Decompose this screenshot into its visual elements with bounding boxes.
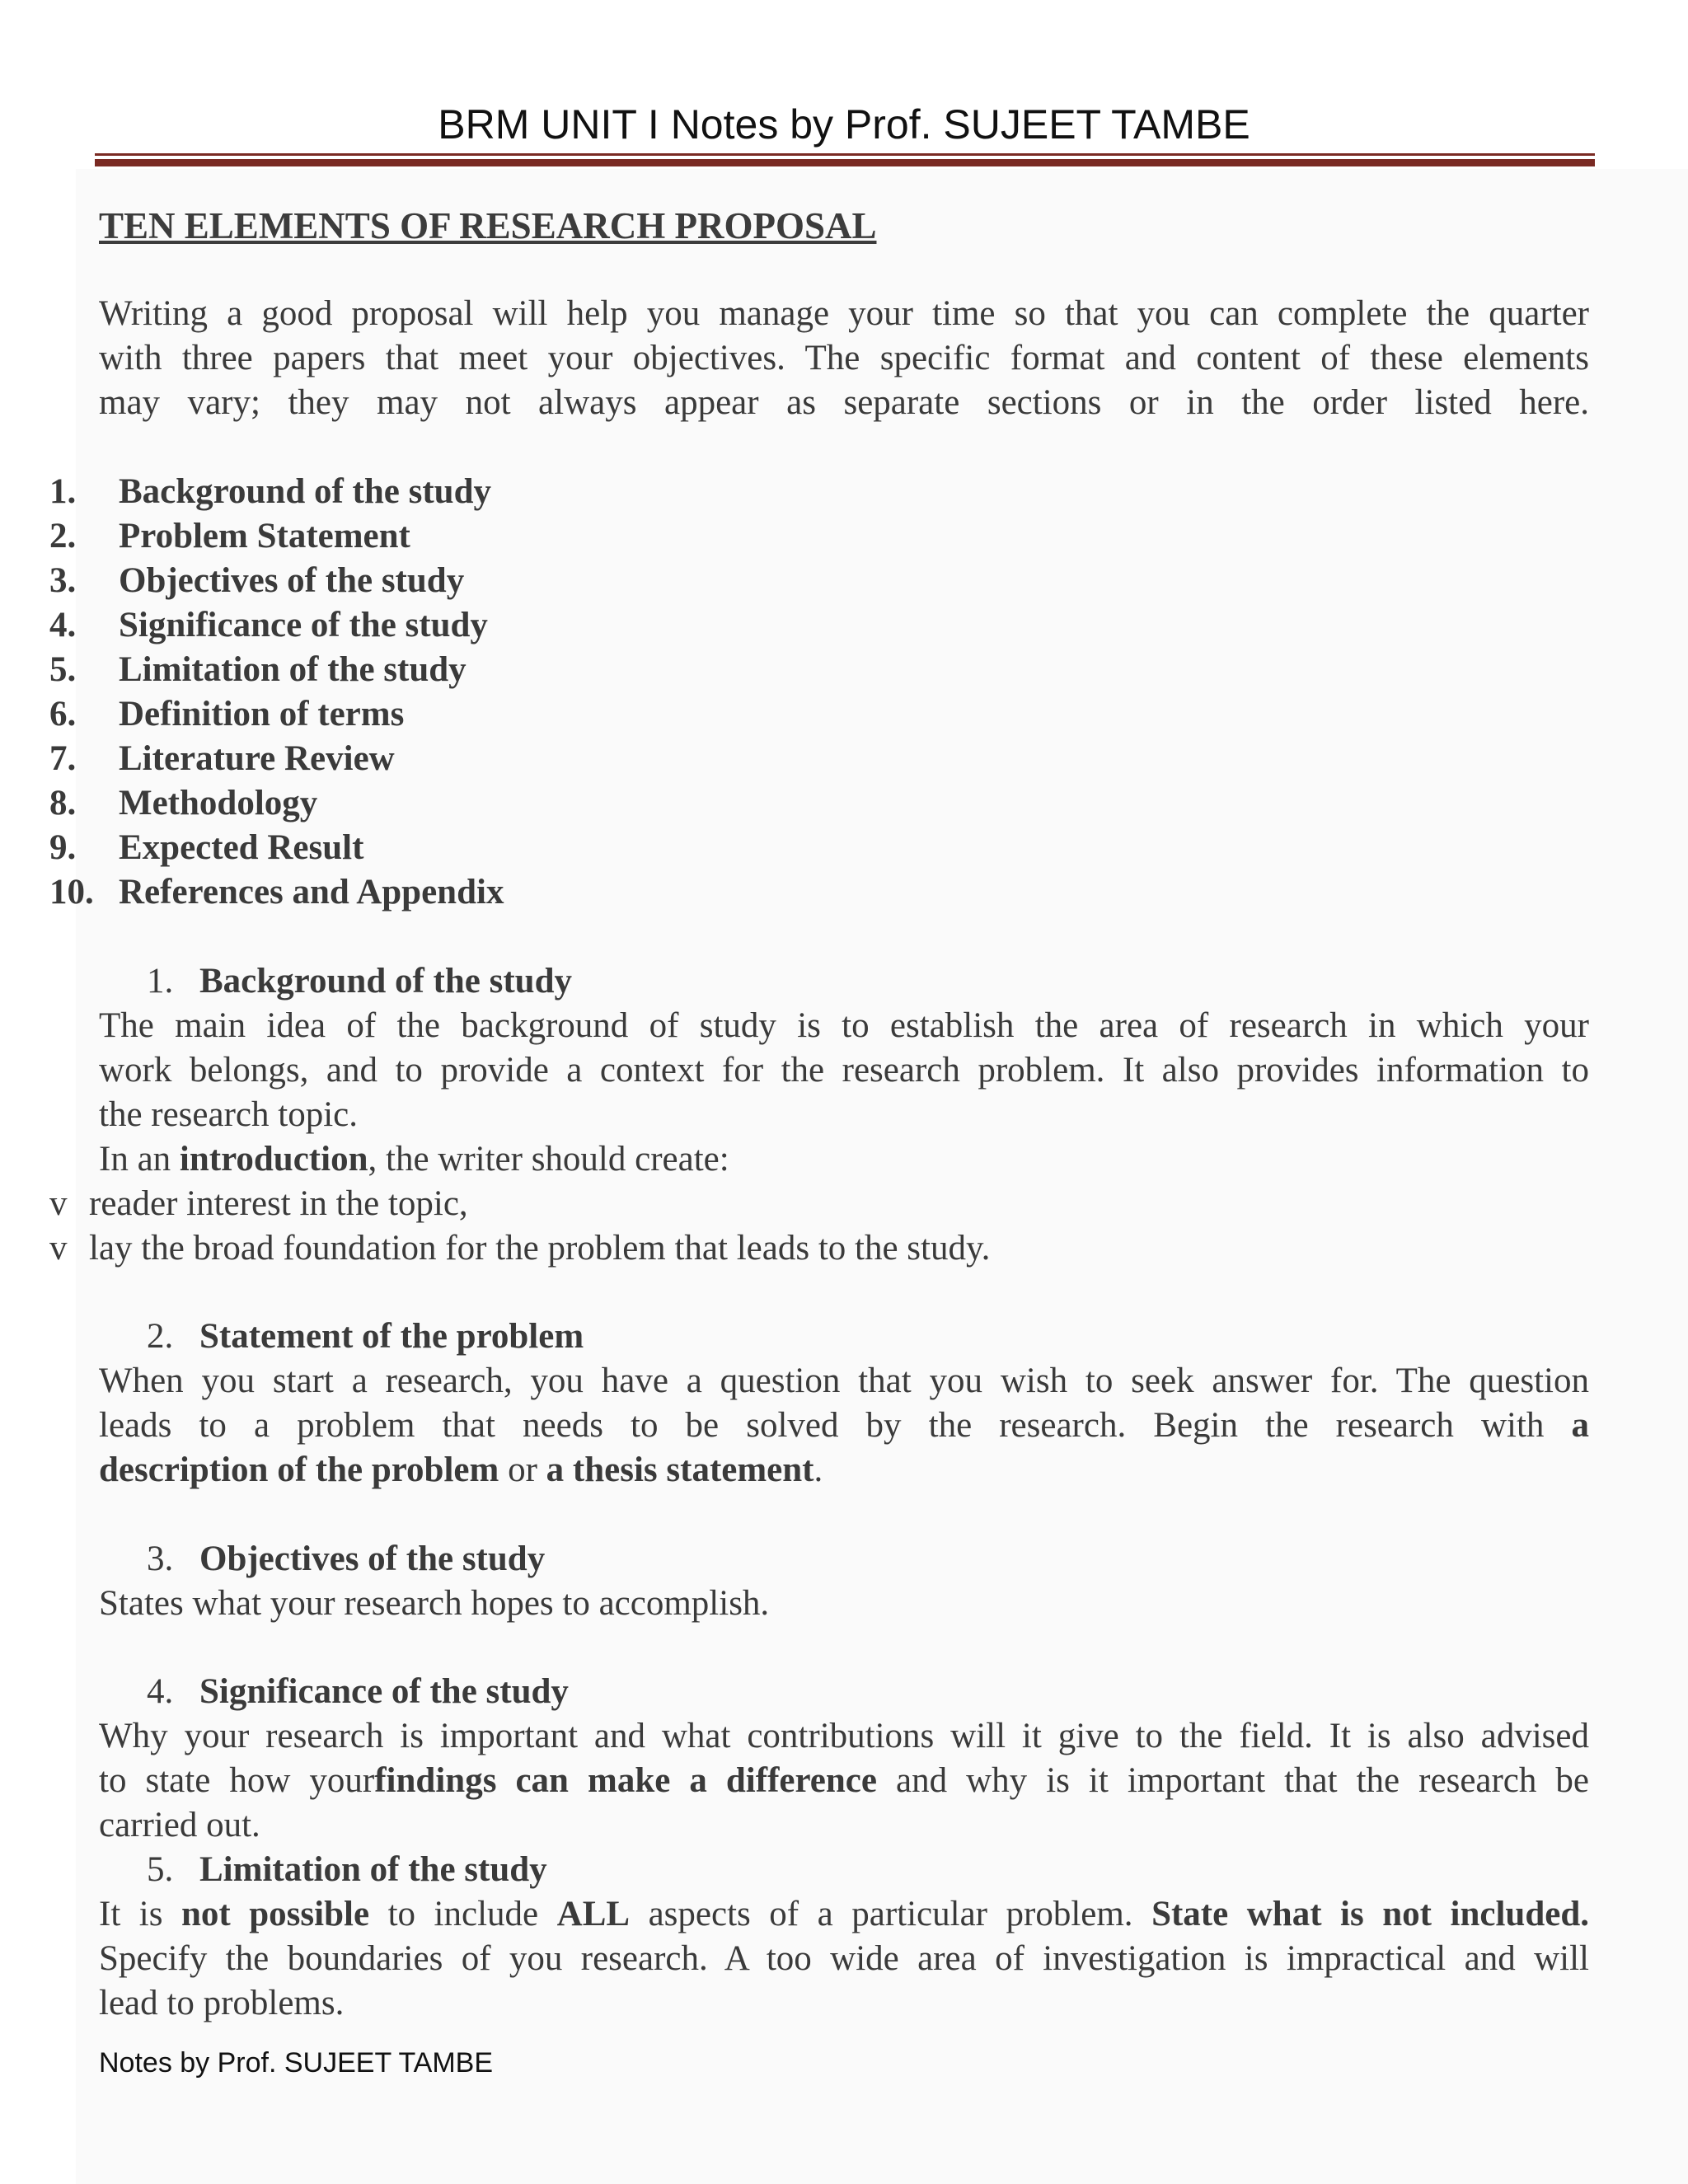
section-2-line-2: leads to a problem that needs to be solved by the research. Begin the research with a [99, 1406, 1589, 1445]
section-4-line-1: Why your research is important and what contributions will it give to the field. It is also advised [99, 1717, 1589, 1755]
list-item: 7. Literature Review [49, 739, 395, 778]
list-item: 8. Methodology [49, 784, 318, 823]
bullet-item: v reader interest in the topic, [49, 1184, 468, 1223]
section-1-line-3: the research topic. [99, 1095, 358, 1134]
section-5-line-3: lead to problems. [99, 1984, 345, 2022]
intro-line-3: may vary; they may not always appear as separate sections or in the order listed here. [99, 383, 1589, 422]
list-item: 9. Expected Result [49, 828, 364, 867]
section-5-line-2: Specify the boundaries of you research. A too wide area of investigation is impractical and will [99, 1939, 1589, 1978]
list-item: 6. Definition of terms [49, 695, 405, 733]
header-rule-thick [95, 159, 1595, 166]
list-item: 1. Background of the study [49, 472, 492, 511]
section-1-line-2: work belongs, and to provide a context for the research problem. It also provides information to [99, 1051, 1589, 1090]
section-4-line-3: carried out. [99, 1806, 260, 1844]
document-heading: TEN ELEMENTS OF RESEARCH PROPOSAL [99, 205, 877, 246]
intro-line-2: with three papers that meet your objectives. The specific format and content of these elements [99, 339, 1589, 377]
header-rule-thin [95, 153, 1595, 156]
section-5-line-1: It is not possible to include ALL aspects of a particular problem. State what is not included. [99, 1895, 1589, 1933]
section-1-intro: In an introduction, the writer should create: [99, 1140, 729, 1179]
bullet-item: v lay the broad foundation for the problem that leads to the study. [49, 1229, 991, 1268]
list-item: 4. Significance of the study [49, 606, 488, 644]
elements-list [49, 470, 504, 915]
list-item: 2. Problem Statement [49, 517, 410, 555]
page-header-title: BRM UNIT I Notes by Prof. SUJEET TAMBE [438, 101, 1250, 148]
list-item: 10. References and Appendix [49, 873, 504, 912]
section-1-title: 1. Background of the study [147, 962, 573, 1001]
section-5-title: 5. Limitation of the study [147, 1850, 547, 1889]
section-4-title: 4. Significance of the study [147, 1672, 569, 1711]
list-item: 5. Limitation of the study [49, 650, 467, 689]
section-2-title: 2. Statement of the problem [147, 1317, 584, 1356]
list-item: 3. Objectives of the study [49, 561, 465, 600]
section-2-line-1: When you start a research, you have a question that you wish to seek answer for. The question [99, 1361, 1589, 1400]
section-1-line-1: The main idea of the background of study is to establish the area of research in which your [99, 1006, 1589, 1045]
section-3-line-1: States what your research hopes to accomplish. [99, 1584, 770, 1623]
intro-line-1: Writing a good proposal will help you manage your time so that you can complete the quarter [99, 294, 1589, 333]
section-4-line-2: to state how yourfindings can make a difference and why is it important that the research be [99, 1761, 1590, 1800]
section-2-line-3: description of the problem or a thesis statement. [99, 1451, 823, 1489]
page-footer: Notes by Prof. SUJEET TAMBE [99, 2047, 494, 2079]
section-3-title: 3. Objectives of the study [147, 1540, 546, 1578]
